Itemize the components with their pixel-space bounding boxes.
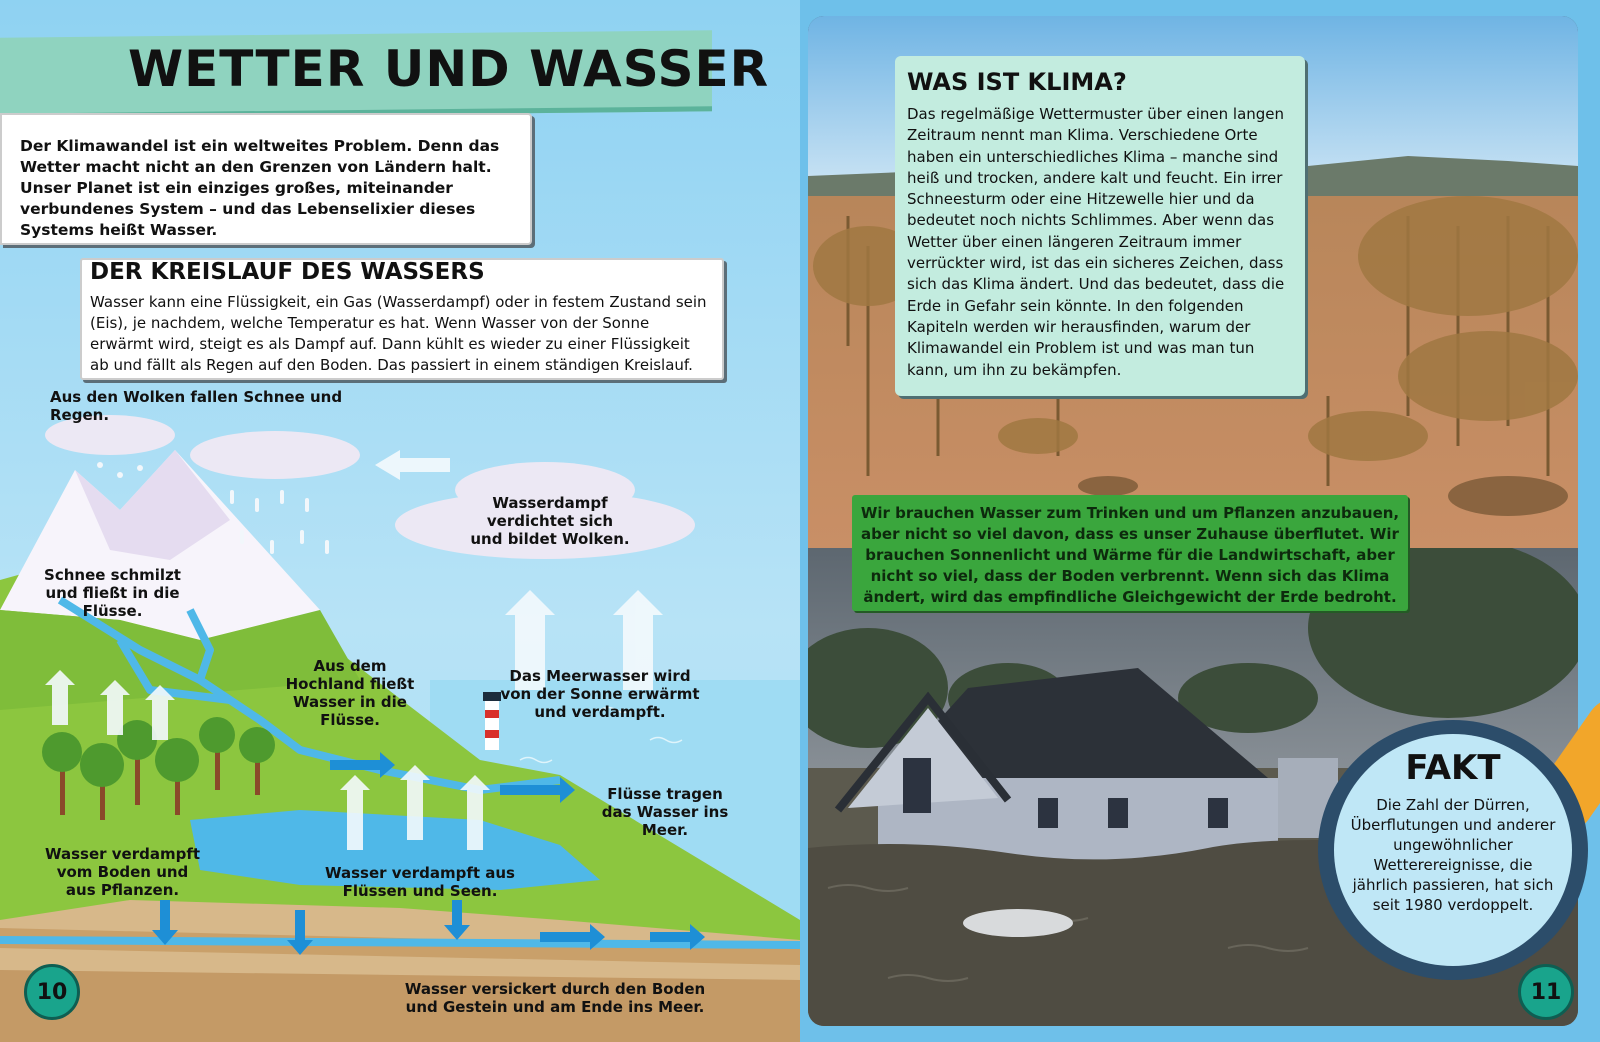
label-rain: Aus den Wolken fallen Schnee und Regen. (50, 388, 343, 424)
label-lake-evaporation: Wasser verdampft aus Flüssen und Seen. (324, 864, 515, 900)
label-sea-evaporation: Das Meerwasser wird von der Sonne erwärmt und verdampft. (500, 667, 700, 721)
fact-title: FAKT (1405, 748, 1501, 788)
fact-text: Die Zahl der Dürren, Überflutungen und anderer ungewöhnlicher Wetterereignisse, die jährlich passieren, hat sich seit 1980 verdoppelt. (1350, 796, 1556, 914)
label-rivers-to-sea: Flüsse tragen das Wasser ins Meer. (601, 785, 729, 839)
water-cycle-text: Wasser kann eine Flüssigkeit, ein Gas (Wasserdampf) oder in festem Zustand sein (Eis), je nachdem, welche Temperatur es hat. Wenn Wasser von der Sonne erwärmt wird, steigt es als Dampf auf. Dann kühlt es wieder zu einer Flüssigkeit ab und fällt als Regen auf den Boden. Das passiert in einem ständigen Kreislauf. (90, 293, 707, 374)
label-ground-evaporation: Wasser verdampft vom Boden und aus Pflanzen. (44, 845, 201, 899)
climate-text: Das regelmäßige Wettermuster über einen langen Zeitraum nennt man Klima. Verschiedene Orte haben ein unterschiedliches Klima – manche sind heiß und trocken, andere kalt und feucht. Ein irrer Schneesturm oder eine Hitzewelle hier und da bedeutet noch nichts Schlimmes. Aber wenn das Wetter über einen längeren Zeitraum immer verrückter wird, ist das ein sicheres Zeichen, dass sich das Klima ändert. Und das bedeutet, dass die Erde in Gefahr sein könnte. In den folgenden Kapiteln werden wir herausfinden, warum der Klimawandel ein Problem ist und was man tun kann, um ihn zu bekämpfen. (907, 105, 1285, 379)
water-cycle-heading: DER KREISLAUF DES WASSERS (90, 259, 485, 285)
label-condense: Wasserdampf verdichtet sich und bildet Wolken. (470, 494, 630, 548)
page-number-right: 11 (1518, 964, 1574, 1020)
label-snowmelt: Schnee schmilzt und fließt in die Flüsse. (44, 566, 181, 620)
label-highland: Aus dem Hochland fließt Wasser in die Flüsse. (285, 657, 415, 729)
label-seepage: Wasser versickert durch den Boden und Gestein und am Ende ins Meer. (404, 980, 706, 1016)
page-number-left: 10 (24, 964, 80, 1020)
intro-text: Der Klimawandel ist ein weltweites Problem. Denn das Wetter macht nicht an den Grenzen von Ländern halt. Unser Planet ist ein einziges großes, miteinander verbundenes System – und das Lebenselixier dieses Systems heißt Wasser. (20, 137, 500, 239)
climate-heading: WAS IST KLIMA? (907, 68, 1127, 96)
balance-text: Wir brauchen Wasser zum Trinken und um Pflanzen anzubauen, aber nicht so viel davon, dass es unser Zuhause überflutet. Wir brauchen Sonnenlicht und Wärme für die Landwirtschaft, aber nicht so viel, dass der Boden verbrennt. Wenn sich das Klima ändert, wird das empfindliche Gleichgewicht der Erde bedroht. (860, 504, 1400, 606)
page-title: WETTER UND WASSER (128, 40, 770, 98)
